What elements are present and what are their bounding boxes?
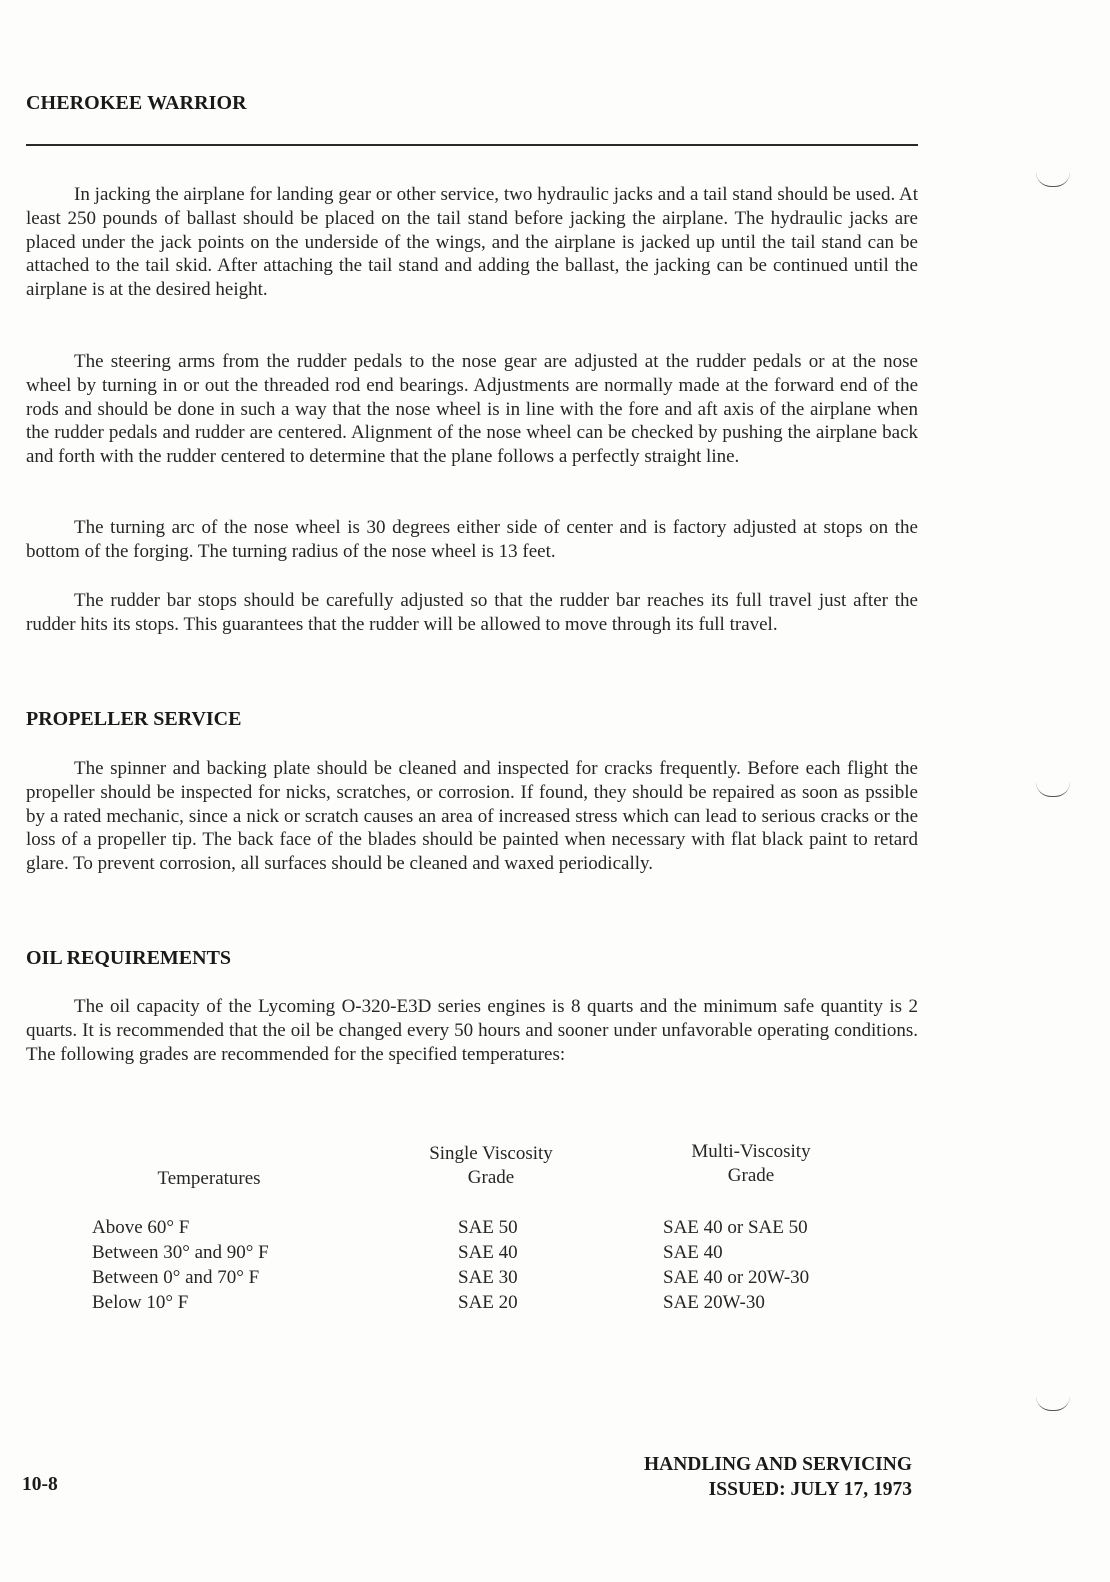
binder-hole-mark [1036, 172, 1070, 187]
column-header-multi-viscosity [656, 1140, 846, 1188]
table-cell-single: SAE 40 [458, 1242, 518, 1263]
table-cell-multi: SAE 40 [663, 1242, 723, 1263]
footer-section-info [540, 1452, 912, 1502]
table-cell-temp: Below 10° F [92, 1292, 189, 1313]
binder-hole-mark [1036, 1396, 1070, 1411]
table-cell-temp: Between 30° and 90° F [92, 1242, 269, 1263]
paragraph-steering: The steering arms from the rudder pedals to the nose gear are adjusted at the rudder pedals or at the nose wheel by turning in or out the threaded rod end bearings. Adjustments are normally made at the forward end of the rods and should be done in such a way that the nose wheel is in line with the fore and aft axis of the airplane when the rudder pedals and rudder are centered. Alignment of the nose wheel can be checked by pushing the airplane back and forth with the rudder centered to determine that the plane follows a perfectly straight line. [26, 351, 918, 468]
table-cell-multi: SAE 20W-30 [663, 1292, 765, 1313]
table-cell-temp: Above 60° F [92, 1217, 190, 1238]
table-cell-multi: SAE 40 or SAE 50 [663, 1217, 808, 1238]
document-title: CHEROKEE WARRIOR [26, 92, 247, 114]
header-divider [26, 144, 918, 146]
paragraph-propeller: The spinner and backing plate should be cleaned and inspected for cracks frequently. Before each flight the propeller should be inspected for nicks, scratches, or corrosion. If found, they should be repaired as soon as pssible by a rated mechanic, since a nick or scratch causes an area of increased stress which can lead to serious cracks or the loss of a propeller tip. The back face of the blades should be painted when necessary with flat black paint to retard glare. To prevent corrosion, all surfaces should be cleaned and waxed periodically. [26, 758, 918, 875]
page-number: 10-8 [22, 1474, 58, 1495]
table-cell-temp: Between 0° and 70° F [92, 1267, 260, 1288]
propeller-service-heading: PROPELLER SERVICE [26, 708, 242, 730]
column-header-temperatures: Temperatures [157, 1168, 261, 1189]
table-cell-multi: SAE 40 or 20W-30 [663, 1267, 810, 1288]
column-header-single-line1: Single Viscosity [429, 1143, 553, 1164]
table-cell-single: SAE 30 [458, 1267, 518, 1288]
footer-section-title: HANDLING AND SERVICING [643, 1454, 912, 1475]
oil-requirements-heading: OIL REQUIREMENTS [26, 947, 232, 969]
column-header-single-viscosity [396, 1142, 586, 1190]
column-header-single-line2: Grade [467, 1167, 515, 1188]
table-cell-single: SAE 50 [458, 1217, 518, 1238]
oil-grade-table [26, 1140, 918, 1330]
paragraph-rudder-stops: The rudder bar stops should be carefully adjusted so that the rudder bar reaches its full travel just after the rudder hits its stops. This guarantees that the rudder will be allowed to move through its full travel. [26, 590, 918, 635]
binder-hole-mark [1036, 782, 1070, 797]
paragraph-oil: The oil capacity of the Lycoming O-320-E3D series engines is 8 quarts and the minimum safe quantity is 2 quarts. It is recommended that the oil be changed every 50 hours and sooner under unfavorable operating conditions. The following grades are recommended for the specified temperatures: [26, 996, 918, 1065]
paragraph-turning-arc: The turning arc of the nose wheel is 30 degrees either side of center and is factory adjusted at stops on the bottom of the forging. The turning radius of the nose wheel is 13 feet. [26, 517, 918, 562]
paragraph-jacking: In jacking the airplane for landing gear or other service, two hydraulic jacks and a tail stand should be used. At least 250 pounds of ballast should be placed on the tail stand before jacking the airplane. The hydraulic jacks are placed under the jack points on the underside of the wings, and the airplane is jacked up until the tail stand can be attached to the tail skid. After attaching the tail stand and adding the ballast, the jacking can be continued until the airplane is at the desired height. [26, 184, 918, 301]
table-cell-single: SAE 20 [458, 1292, 518, 1313]
footer-issued-date: ISSUED: JULY 17, 1973 [708, 1479, 912, 1500]
column-header-multi-line2: Grade [727, 1165, 775, 1186]
column-header-multi-line1: Multi-Viscosity [691, 1141, 811, 1162]
